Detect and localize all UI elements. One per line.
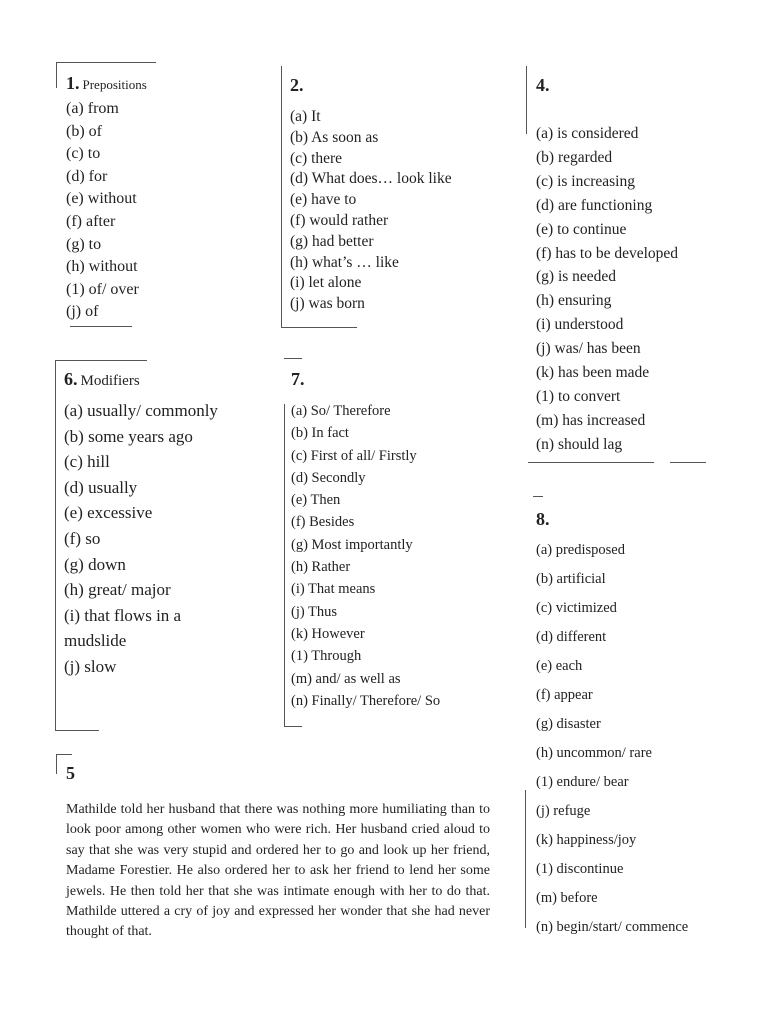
section-7-answer-list — [291, 400, 440, 712]
answer-item: (h) what’s … like — [290, 253, 399, 271]
section-7-title — [291, 368, 440, 392]
section-5-paragraph: Mathilde told her husband that there was nothing more humiliating than to look poor among other women who were rich. Her husband cried aloud to say that she was very stupid and ordered her to go and look up her friend, Madame Forestier. He also ordered her to ask her friend to lend her some jewels. He then told her that she was intimate enough with her to do that. Mathilde uttered a cry of joy and expressed her wonder that she had never thought of that. — [66, 802, 490, 940]
section-8-answer-list — [536, 536, 688, 942]
section-6-subtitle: Modifiers — [80, 373, 140, 389]
section-2 — [290, 74, 452, 315]
answer-item: (d) Secondly — [291, 469, 366, 486]
answer-item: (a) usually/ commonly — [64, 401, 218, 420]
answer-item: (b) In fact — [291, 425, 349, 442]
answer-item: (f) after — [66, 212, 116, 230]
section-1-title — [66, 72, 147, 96]
section-2-left-rule — [281, 66, 282, 328]
answer-item: (1) Through — [291, 648, 362, 665]
answer-item: (c) there — [290, 149, 343, 167]
answer-item: (c) to — [66, 145, 101, 163]
answer-item: (a) is considered — [536, 125, 639, 142]
section-8-left-rule — [525, 790, 526, 928]
answer-item: (b) As soon as — [290, 128, 379, 146]
answer-item: (b) some years ago — [64, 426, 193, 446]
answer-item: (g) Most importantly — [291, 536, 413, 553]
answer-item: (i) that flows in a mudslide — [64, 605, 182, 651]
answer-item: (d) for — [66, 167, 108, 185]
answer-item: (n) begin/start/ commence — [536, 919, 689, 935]
answer-item: (e) have to — [290, 191, 357, 209]
answer-item: (a) So/ Therefore — [291, 403, 391, 419]
section-4-title — [536, 74, 678, 98]
section-1-bottom-rule — [70, 326, 132, 327]
answer-item: (m) has increased — [536, 411, 646, 429]
section-7 — [291, 368, 440, 712]
section-5-narration — [66, 762, 490, 943]
answer-item: (k) happiness/joy — [536, 832, 637, 848]
answer-item: (c) hill — [64, 452, 110, 472]
section-8-title — [536, 508, 688, 532]
answer-item: (c) First of all/ Firstly — [291, 447, 417, 464]
section-5-left-rule — [56, 754, 57, 774]
answer-item: (f) would rather — [290, 211, 389, 229]
answer-item: (b) artificial — [536, 571, 606, 587]
section-1-number: 1. — [66, 73, 80, 93]
answer-item: (f) so — [64, 528, 101, 548]
answer-item: (1) discontinue — [536, 861, 624, 877]
section-6-title — [64, 368, 224, 392]
answer-item: (e) Then — [291, 492, 341, 509]
answer-item: (g) had better — [290, 232, 374, 250]
answer-item: (1) to convert — [536, 387, 621, 405]
answer-item: (d) are functioning — [536, 196, 653, 214]
answer-item: (g) disaster — [536, 716, 601, 732]
section-4 — [536, 74, 678, 457]
section-4-bottom-rule-2 — [670, 462, 706, 463]
answer-item: (i) let alone — [290, 274, 362, 292]
section-4-bottom-rule — [528, 462, 654, 463]
answer-item: (a) from — [66, 100, 119, 117]
answer-item: (h) without — [66, 258, 138, 276]
section-5-title — [66, 762, 490, 784]
answer-item: (f) appear — [536, 687, 593, 703]
section-1-subtitle: Prepositions — [82, 77, 147, 92]
answer-item: (j) Thus — [291, 603, 338, 620]
section-1-answer-list — [66, 98, 147, 324]
answer-item: (e) each — [536, 658, 583, 674]
section-8-top-mark — [533, 496, 543, 497]
answer-item: (j) was born — [290, 295, 365, 313]
answer-item: (d) different — [536, 629, 607, 645]
section-6-bottom-rule — [55, 730, 99, 731]
answer-item: (g) to — [66, 235, 102, 253]
answer-item: (e) without — [66, 190, 137, 208]
answer-item: (1) of/ over — [66, 280, 139, 298]
section-6-top-rule — [55, 360, 147, 361]
section-2-number: 2. — [290, 75, 304, 95]
answer-item: (g) is needed — [536, 268, 617, 286]
answer-item: (f) Besides — [291, 514, 355, 531]
section-6-modifiers — [64, 368, 224, 680]
answer-item: (d) What does… look like — [290, 170, 452, 188]
answer-item: (h) ensuring — [536, 292, 612, 310]
answer-item: (h) great/ major — [64, 580, 171, 600]
answer-item: (k) has been made — [536, 364, 650, 382]
section-2-answer-list — [290, 107, 452, 315]
section-4-answer-list — [536, 122, 678, 457]
answer-item: (e) to continue — [536, 220, 627, 238]
section-8-number: 8. — [536, 509, 550, 529]
section-7-bottom-rule — [284, 726, 302, 727]
answer-item: (j) was/ has been — [536, 340, 641, 358]
answer-item: (d) usually — [64, 477, 138, 497]
answer-item: (e) excessive — [64, 503, 153, 523]
section-4-left-rule — [526, 66, 527, 134]
answer-item: (1) endure/ bear — [536, 774, 629, 790]
answer-item: (a) It — [290, 108, 321, 125]
section-1-left-rule — [56, 62, 57, 88]
section-5-top-rule — [56, 754, 72, 755]
section-7-top-rule — [284, 358, 302, 359]
answer-item: (m) and/ as well as — [291, 670, 401, 687]
section-1-prepositions — [66, 72, 147, 324]
section-4-number: 4. — [536, 75, 550, 95]
answer-item: (h) Rather — [291, 559, 351, 576]
answer-item: (m) before — [536, 890, 598, 906]
answer-item: (i) understood — [536, 316, 624, 334]
answer-item: (b) of — [66, 122, 102, 140]
answer-item: (n) should lag — [536, 435, 623, 453]
answer-item: (g) down — [64, 554, 126, 574]
section-1-top-rule — [56, 62, 156, 63]
section-7-number: 7. — [291, 369, 305, 389]
answer-item: (i) That means — [291, 581, 376, 598]
answer-item: (c) is increasing — [536, 172, 635, 190]
answer-item: (c) victimized — [536, 600, 617, 616]
section-5-number: 5 — [66, 763, 75, 783]
answer-item: (j) slow — [64, 656, 117, 676]
answer-item: (j) refuge — [536, 803, 591, 819]
section-6-answer-list — [64, 398, 224, 680]
answer-item: (f) has to be developed — [536, 244, 679, 262]
section-7-left-rule — [284, 404, 285, 726]
section-8 — [536, 508, 688, 942]
answer-item: (j) of — [66, 303, 99, 321]
answer-item: (b) regarded — [536, 148, 613, 166]
section-2-bottom-rule — [281, 327, 357, 328]
section-6-left-rule — [55, 360, 56, 730]
answer-item: (h) uncommon/ rare — [536, 745, 652, 761]
answer-item: (k) However — [291, 625, 365, 642]
section-6-number: 6. — [64, 369, 78, 389]
section-2-title — [290, 74, 452, 98]
answer-item: (n) Finally/ Therefore/ So — [291, 692, 441, 709]
answer-item: (a) predisposed — [536, 542, 625, 558]
